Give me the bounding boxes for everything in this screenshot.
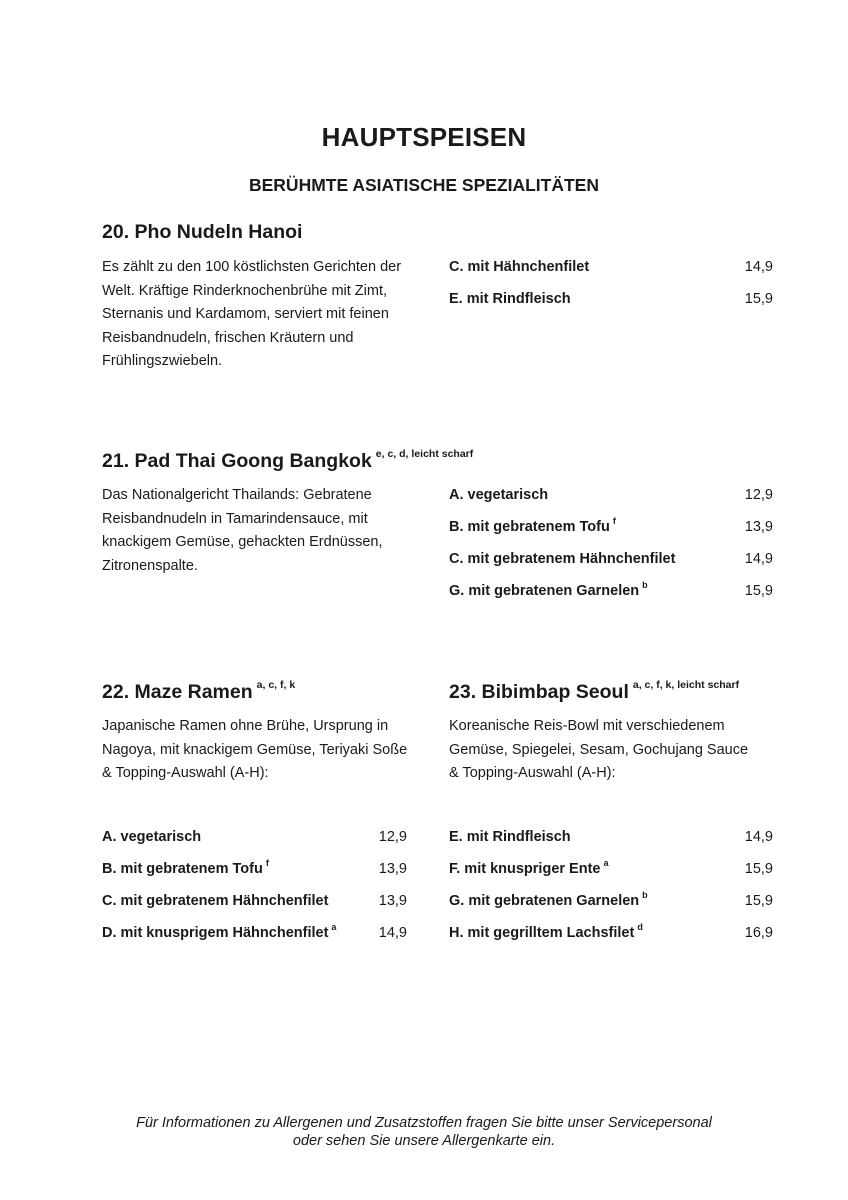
option-label [449,516,616,535]
option-price: 15,9 [744,893,773,909]
option-label-text: A. vegetarisch [102,829,202,845]
option-label-text: H. mit gegrilltem Lachsfilet [449,925,635,941]
option-price: 13,9 [378,861,407,877]
dish-name: 21. Pad Thai Goong Bangkok [102,450,372,472]
option-price: 12,9 [378,829,407,845]
allergen-codes: a, c, f, k [256,679,296,691]
option-label [449,922,643,941]
option-label-text: E. mit Rindfleisch [449,829,571,845]
option-label [449,890,648,909]
option-price: 16,9 [744,925,773,941]
option-label: E. mit Rindfleisch [449,291,571,307]
footer-note [0,1114,848,1150]
option-price: 13,9 [378,893,407,909]
footer-line-2: oder sehen Sie unsere Allergenkarte ein. [292,1133,556,1149]
dish-name: 22. Maze Ramen [102,681,253,703]
option-label [449,829,571,845]
dish-name: 23. Bibimbap Seoul [449,681,629,703]
option-label-text: C. mit gebratenem Hähnchenfilet [449,551,676,567]
option-allergen: f [612,516,616,526]
option-price: 15,9 [744,291,773,307]
option-allergen: a [331,922,337,932]
dish-title-20 [102,221,302,244]
option-label-text: G. mit gebratenen Garnelen [449,583,640,599]
option-label [449,858,609,877]
option-label [102,829,201,845]
option-label-text: G. mit gebratenen Garnelen [449,893,640,909]
option-price: 14,9 [744,259,773,275]
option-label [102,922,337,941]
option-allergen: b [642,580,648,590]
dish-description-22: Japanische Ramen ohne Brühe, Ursprung in Nagoya, mit knackigem Gemüse, Teriyaki Soße & Topping-Auswahl (A-H): [102,718,408,781]
option-label [102,858,269,877]
dish-description-23: Koreanische Reis-Bowl mit verschiedenem Gemüse, Spiegelei, Sesam, Gochujang Sauce & Topping-Auswahl (A-H): [449,718,749,781]
option-allergen: d [637,922,643,932]
dish-description-21: Das Nationalgericht Thailands: Gebratene Reisbandnudeln in Tamarindensauce, mit knackigem Gemüse, gehackten Erdnüssen, Zitronenspalte. [102,487,383,574]
footer-line-1: Für Informationen zu Allergenen und Zusatzstoffen fragen Sie bitte unser Servicepersonal [136,1115,712,1131]
option-label [449,580,648,599]
dish-title-23 [449,681,739,704]
option-label-text: F. mit knuspriger Ente [449,861,601,877]
option-price: 14,9 [378,925,407,941]
option-price: 12,9 [744,487,773,503]
page-title: HAUPTSPEISEN [321,122,527,152]
option-price: 15,9 [744,583,773,599]
option-label [449,551,675,567]
option-allergen: f [265,858,269,868]
option-label [102,893,328,909]
dish-title-22 [102,681,295,704]
allergen-codes: e, c, d, leicht scharf [375,448,474,460]
page-subtitle: BERÜHMTE ASIATISCHE SPEZIALITÄTEN [248,175,599,195]
option-label-text: B. mit gebratenem Tofu [449,519,610,535]
dish-name: 20. Pho Nudeln Hanoi [102,221,303,243]
option-price: 14,9 [744,551,773,567]
option-allergen: a [603,858,609,868]
dish-description-20: Es zählt zu den 100 köstlichsten Gerichten der Welt. Kräftige Rinderknochenbrühe mit Zimt, Sternanis und Kardamom, serviert mit feinen Reisbandnudeln, frischen Kräutern und Frühlingszwiebeln. [102,259,402,369]
option-label [449,487,548,503]
option-price: 13,9 [744,519,773,535]
allergen-codes: a, c, f, k, leicht scharf [632,679,740,691]
option-label-text: A. vegetarisch [449,487,549,503]
dish-title-21 [102,450,473,473]
option-label-text: D. mit knusprigem Hähnchenfilet [102,925,329,941]
option-label-text: B. mit gebratenem Tofu [102,861,263,877]
option-price: 14,9 [744,829,773,845]
option-price: 15,9 [744,861,773,877]
option-label: C. mit Hähnchenfilet [449,259,590,275]
option-label-text: C. mit gebratenem Hähnchenfilet [102,893,329,909]
option-allergen: b [642,890,648,900]
